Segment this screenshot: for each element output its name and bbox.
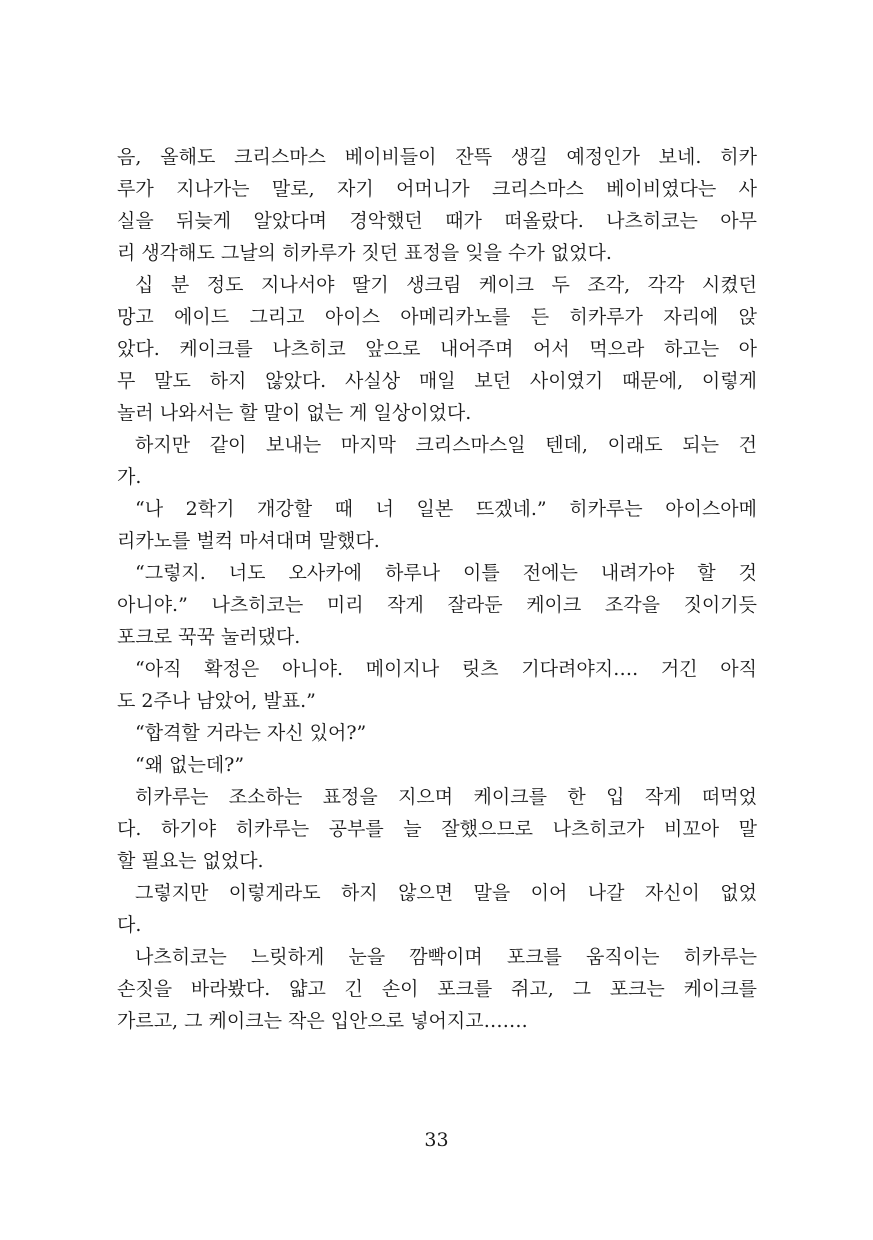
text-line: 할 필요는 없었다. xyxy=(117,850,264,872)
text-line: “아직 확정은 아니야. 메이지나 릿츠 기다려야지…. 거긴 아직 xyxy=(135,658,757,680)
text-line: 음, 올해도 크리스마스 베이비들이 잔뜩 생길 예정인가 보네. 히카 xyxy=(117,146,757,168)
text-line: 리카노를 벌컥 마셔대며 말했다. xyxy=(117,530,380,552)
text-line: 다. 하기야 히카루는 공부를 늘 잘했으므로 나츠히코가 비꼬아 말 xyxy=(117,818,757,840)
text-line: 놀러 나와서는 할 말이 없는 게 일상이었다. xyxy=(117,402,472,424)
text-line: 다. xyxy=(117,914,142,936)
text-line: 무 말도 하지 않았다. 사실상 매일 보던 사이였기 때문에, 이렇게 xyxy=(117,370,757,392)
text-line: 리 생각해도 그날의 히카루가 짓던 표정을 잊을 수가 없었다. xyxy=(117,242,612,264)
text-line: “왜 없는데?” xyxy=(135,754,245,776)
text-line: 실을 뒤늦게 알았다며 경악했던 때가 떠올랐다. 나츠히코는 아무 xyxy=(117,210,757,232)
text-line: 루가 지나가는 말로, 자기 어머니가 크리스마스 베이비였다는 사 xyxy=(117,178,757,200)
text-line: 히카루는 조소하는 표정을 지으며 케이크를 한 입 작게 떠먹었 xyxy=(135,786,757,808)
text-line: “나 2학기 개강할 때 너 일본 뜨겠네.” 히카루는 아이스아메 xyxy=(135,498,757,520)
text-line: 그렇지만 이렇게라도 하지 않으면 말을 이어 나갈 자신이 없었 xyxy=(135,882,757,904)
text-line: 았다. 케이크를 나츠히코 앞으로 내어주며 어서 먹으라 하고는 아 xyxy=(117,338,757,360)
text-line: 하지만 같이 보내는 마지막 크리스마스일 텐데, 이래도 되는 건 xyxy=(135,434,757,456)
text-line: 가. xyxy=(117,466,142,488)
text-line: 나츠히코는 느릿하게 눈을 깜빡이며 포크를 움직이는 히카루는 xyxy=(135,946,757,968)
text-line: 도 2주나 남았어, 발표.” xyxy=(117,690,316,712)
text-line: 손짓을 바라봤다. 얇고 긴 손이 포크를 쥐고, 그 포크는 케이크를 xyxy=(117,978,757,1000)
text-line: 포크로 꾹꾹 눌러댔다. xyxy=(117,626,301,648)
text-line: 아니야.” 나츠히코는 미리 작게 잘라둔 케이크 조각을 짓이기듯 xyxy=(117,594,757,616)
text-line: “합격할 거라는 자신 있어?” xyxy=(135,722,367,744)
text-line: 십 분 정도 지나서야 딸기 생크림 케이크 두 조각, 각각 시켰던 xyxy=(135,274,757,296)
text-line: “그렇지. 너도 오사카에 하루나 이틀 전에는 내려가야 할 것 xyxy=(135,562,757,584)
text-line: 망고 에이드 그리고 아이스 아메리카노를 든 히카루가 자리에 앉 xyxy=(117,306,757,328)
text-line: 가르고, 그 케이크는 작은 입안으로 넣어지고……. xyxy=(117,1010,528,1032)
page-number: 33 xyxy=(424,1129,449,1151)
